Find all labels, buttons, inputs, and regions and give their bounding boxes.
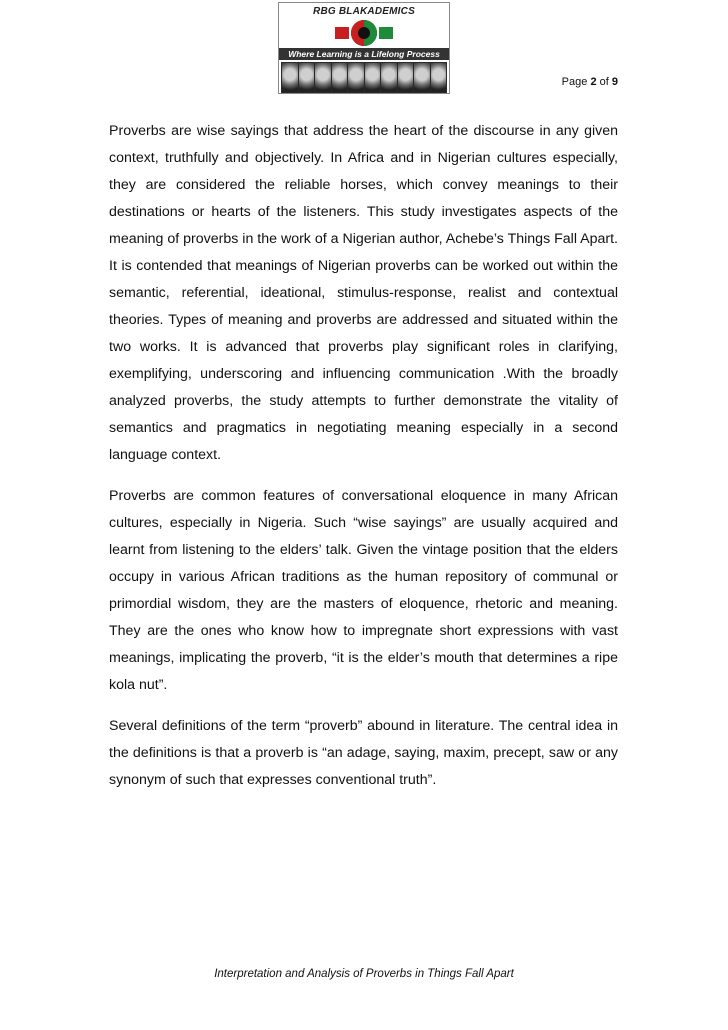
logo-emblem-icon [331, 18, 397, 48]
page-current: 2 [590, 76, 597, 88]
page-label: Page [561, 76, 588, 88]
page-of: of [599, 76, 609, 88]
paragraph-proverbs-features: Proverbs are common features of conversational eloquence in many African cultures, especially in Nigeria. Such “wise sayings” are usually acquired and learnt from listening to the elders’ talk. Given the vintage position that the elders occupy in various African traditions as the human repository of communal or primordial wisdom, they are the masters of eloquence, rhetoric and meaning. They are the ones who know how to impregnate short expressions with vast meanings, implicating the proverb, “it is the elder’s mouth that determines a ripe kola nut”. [109, 488, 618, 693]
paragraph-definitions: Several definitions of the term “proverb” abound in literature. The central idea in the definitions is that a proverb is “an adage, saying, maxim, precept, saw or any synonym of such that expresses conventional truth”. [109, 718, 618, 788]
page-number [562, 76, 618, 88]
logo-title: RBG BLAKADEMICS [313, 6, 415, 17]
logo [278, 2, 450, 94]
document-body [109, 118, 618, 808]
paragraph-abstract: Proverbs are wise sayings that address the heart of the discourse in any given context, truthfully and objectively. In Africa and in Nigerian cultures especially, they are considered the reliable horses, which convey meanings to their destinations or hearts of the listeners. This study investigates aspects of the meaning of proverbs in the work of a Nigerian author, Achebe’s Things Fall Apart. It is contended that meanings of Nigerian proverbs can be worked out within the semantic, referential, ideational, stimulus-response, realist and contextual theories. Types of meaning and proverbs are addressed and situated within the two works. It is advanced that proverbs play significant roles in clarifying, exemplifying, underscoring and influencing communication .With the broadly analyzed proverbs, the study attempts to further demonstrate the vitality of semantics and pragmatics in negotiating meaning especially in a second language context. [109, 123, 618, 463]
logo-tagline: Where Learning is a Lifelong Process [279, 48, 449, 60]
footer-title: Interpretation and Analysis of Proverbs in Things Fall Apart [214, 968, 514, 980]
logo-portrait-strip [281, 62, 447, 93]
page-total: 9 [611, 76, 618, 88]
